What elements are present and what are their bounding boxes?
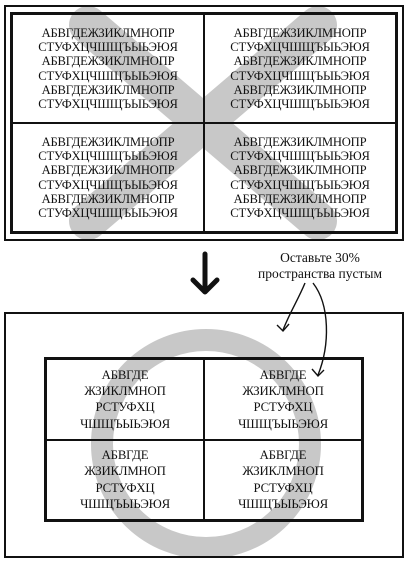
text-line: СТУФХЦЧШЩЪЫЬЭЮЯ <box>230 96 370 111</box>
top-cell <box>12 123 204 232</box>
text-line: АБВГДЕЖЗИКЛМНОПР <box>41 135 175 150</box>
text-line: ЧШЩЪЫЬЭЮЯ <box>238 497 328 512</box>
text-line: СТУФХЦЧШЩЪЫЬЭЮЯ <box>38 96 178 111</box>
note-line-1: Оставьте 30% <box>280 250 360 265</box>
text-line: СТУФХЦЧШЩЪЫЬЭЮЯ <box>38 68 178 83</box>
text-line: ЧШЩЪЫЬЭЮЯ <box>238 416 328 431</box>
text-line: АБВГДЕЖЗИКЛМНОПР <box>233 82 367 97</box>
text-line: АБВГДЕЖЗИКЛМНОПР <box>233 163 367 178</box>
text-line: РСТУФХЦ <box>253 400 313 415</box>
text-line: ЖЗИКЛМНОП <box>242 464 324 479</box>
text-line: СТУФХЦЧШЩЪЫЬЭЮЯ <box>38 177 178 192</box>
text-line: АБВГДЕ <box>259 448 307 462</box>
text-line: АБВГДЕЖЗИКЛМНОПР <box>233 191 367 206</box>
text-line: АБВГДЕЖЗИКЛМНОПР <box>233 26 367 41</box>
text-line: ЖЗИКЛМНОП <box>242 383 324 398</box>
text-line: СТУФХЦЧШЩЪЫЬЭЮЯ <box>230 205 370 220</box>
text-line: СТУФХЦЧШЩЪЫЬЭЮЯ <box>38 40 178 55</box>
bottom-text-grid <box>44 357 364 522</box>
text-line: РСТУФХЦ <box>95 480 155 495</box>
bottom-cell <box>46 359 204 440</box>
note-text <box>258 250 382 281</box>
text-line: АБВГДЕЖЗИКЛМНОПР <box>41 54 175 69</box>
top-panel <box>4 5 404 241</box>
text-line: СТУФХЦЧШЩЪЫЬЭЮЯ <box>230 40 370 55</box>
top-cell <box>204 123 396 232</box>
note-line-2: пространства пустым <box>258 265 383 281</box>
bottom-cell <box>204 440 362 521</box>
text-line: РСТУФХЦ <box>95 400 155 415</box>
text-line: СТУФХЦЧШЩЪЫЬЭЮЯ <box>230 149 370 164</box>
text-line: ЧШЩЪЫЬЭЮЯ <box>80 416 170 431</box>
top-cell <box>204 14 396 123</box>
text-line: СТУФХЦЧШЩЪЫЬЭЮЯ <box>230 68 370 83</box>
text-line: СТУФХЦЧШЩЪЫЬЭЮЯ <box>230 177 370 192</box>
text-line: АБВГДЕЖЗИКЛМНОПР <box>41 26 175 41</box>
text-line: ЖЗИКЛМНОП <box>84 383 166 398</box>
bottom-panel <box>4 312 404 558</box>
top-cell <box>12 14 204 123</box>
text-line: ЧШЩЪЫЬЭЮЯ <box>80 497 170 512</box>
text-line: РСТУФХЦ <box>253 480 313 495</box>
text-line: АБВГДЕЖЗИКЛМНОПР <box>41 163 175 178</box>
bottom-cell <box>204 359 362 440</box>
text-line: АБВГДЕ <box>259 367 307 382</box>
text-line: СТУФХЦЧШЩЪЫЬЭЮЯ <box>38 149 178 164</box>
text-line: ЖЗИКЛМНОП <box>84 464 166 479</box>
top-text-grid <box>10 12 398 234</box>
bottom-cell <box>46 440 204 521</box>
text-line: АБВГДЕЖЗИКЛМНОПР <box>41 82 175 97</box>
text-line: АБВГДЕЖЗИКЛМНОПР <box>233 135 367 150</box>
text-line: СТУФХЦЧШЩЪЫЬЭЮЯ <box>38 205 178 220</box>
text-line: АБВГДЕ <box>101 367 149 382</box>
text-line: АБВГДЕ <box>101 448 149 462</box>
text-line: АБВГДЕЖЗИКЛМНОПР <box>41 191 175 206</box>
text-line: АБВГДЕЖЗИКЛМНОПР <box>233 54 367 69</box>
